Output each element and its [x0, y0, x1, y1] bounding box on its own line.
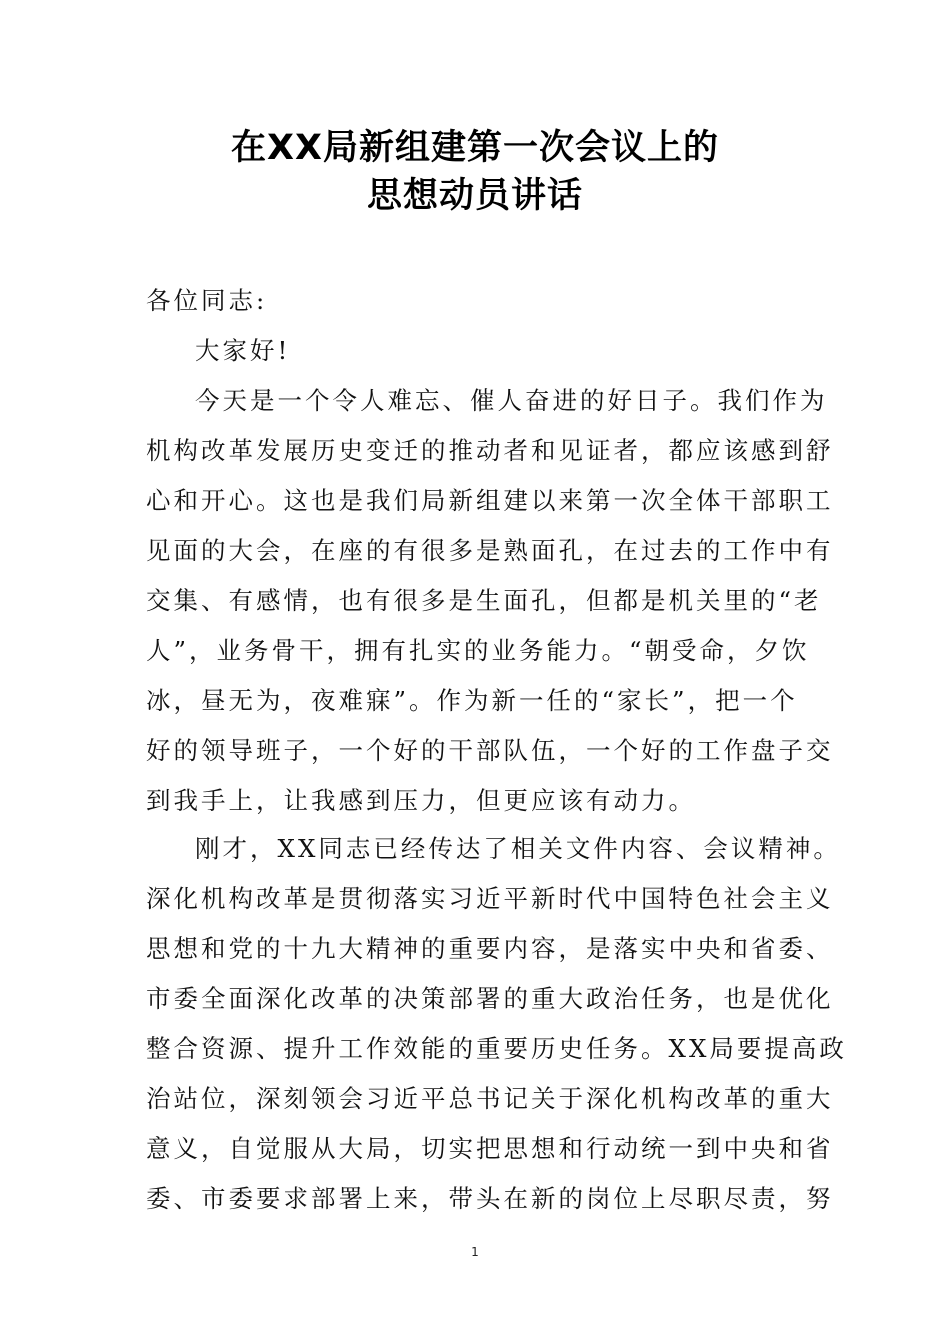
document-body — [146, 276, 834, 836]
paragraph-1-line-9: 到我手上，让我感到压力，但更应该有动力。 — [146, 786, 696, 815]
document-title-line-2: 思想动员讲话 — [366, 176, 583, 216]
page-number: 1 — [471, 1245, 479, 1259]
paragraph-1-line-3: 心和开心。这也是我们局新组建以来第一次全体干部职工 — [146, 486, 834, 515]
document-body-continued — [146, 824, 847, 1234]
greeting: 大家好! — [195, 336, 291, 365]
paragraph-1-line-5: 交集、有感情，也有很多是生面孔，但都是机关里的“老 — [146, 586, 822, 615]
paragraph-2-line-5: 整合资源、提升工作效能的重要历史任务。XX局要提高政 — [146, 1034, 847, 1063]
paragraph-1-line-2: 机构改革发展历史变迁的推动者和见证者，都应该感到舒 — [146, 436, 834, 465]
paragraph-2-line-3: 思想和党的十九大精神的重要内容，是落实中央和省委、 — [146, 934, 834, 963]
document-title-line-1: 在XX局新组建第一次会议上的 — [231, 128, 719, 168]
paragraph-2-line-4: 市委全面深化改革的决策部署的重大政治任务，也是优化 — [146, 984, 834, 1013]
paragraph-2-line-7: 意义，自觉服从大局，切实把思想和行动统一到中央和省 — [146, 1134, 834, 1163]
paragraph-1-line-8: 好的领导班子，一个好的干部队伍，一个好的工作盘子交 — [146, 736, 834, 765]
paragraph-2-line-6: 治站位，深刻领会习近平总书记关于深化机构改革的重大 — [146, 1084, 834, 1113]
salutation: 各位同志: — [146, 286, 268, 315]
paragraph-2-line-1: 刚才，XX同志已经传达了相关文件内容、会议精神。 — [195, 834, 841, 863]
paragraph-2-line-8: 委、市委要求部署上来，带头在新的岗位上尽职尽责，努 — [146, 1184, 834, 1213]
paragraph-1-line-7: 冰，昼无为，夜难寐”。作为新一任的“家长”，把一个 — [146, 686, 798, 715]
paragraph-2-line-2: 深化机构改革是贯彻落实习近平新时代中国特色社会主义 — [146, 884, 834, 913]
paragraph-1-line-4: 见面的大会，在座的有很多是熟面孔，在过去的工作中有 — [146, 536, 834, 565]
paragraph-1-line-6: 人”，业务骨干，拥有扎实的业务能力。“朝受命，夕饮 — [146, 636, 810, 665]
paragraph-1-line-1: 今天是一个令人难忘、催人奋进的好日子。我们作为 — [195, 386, 828, 415]
